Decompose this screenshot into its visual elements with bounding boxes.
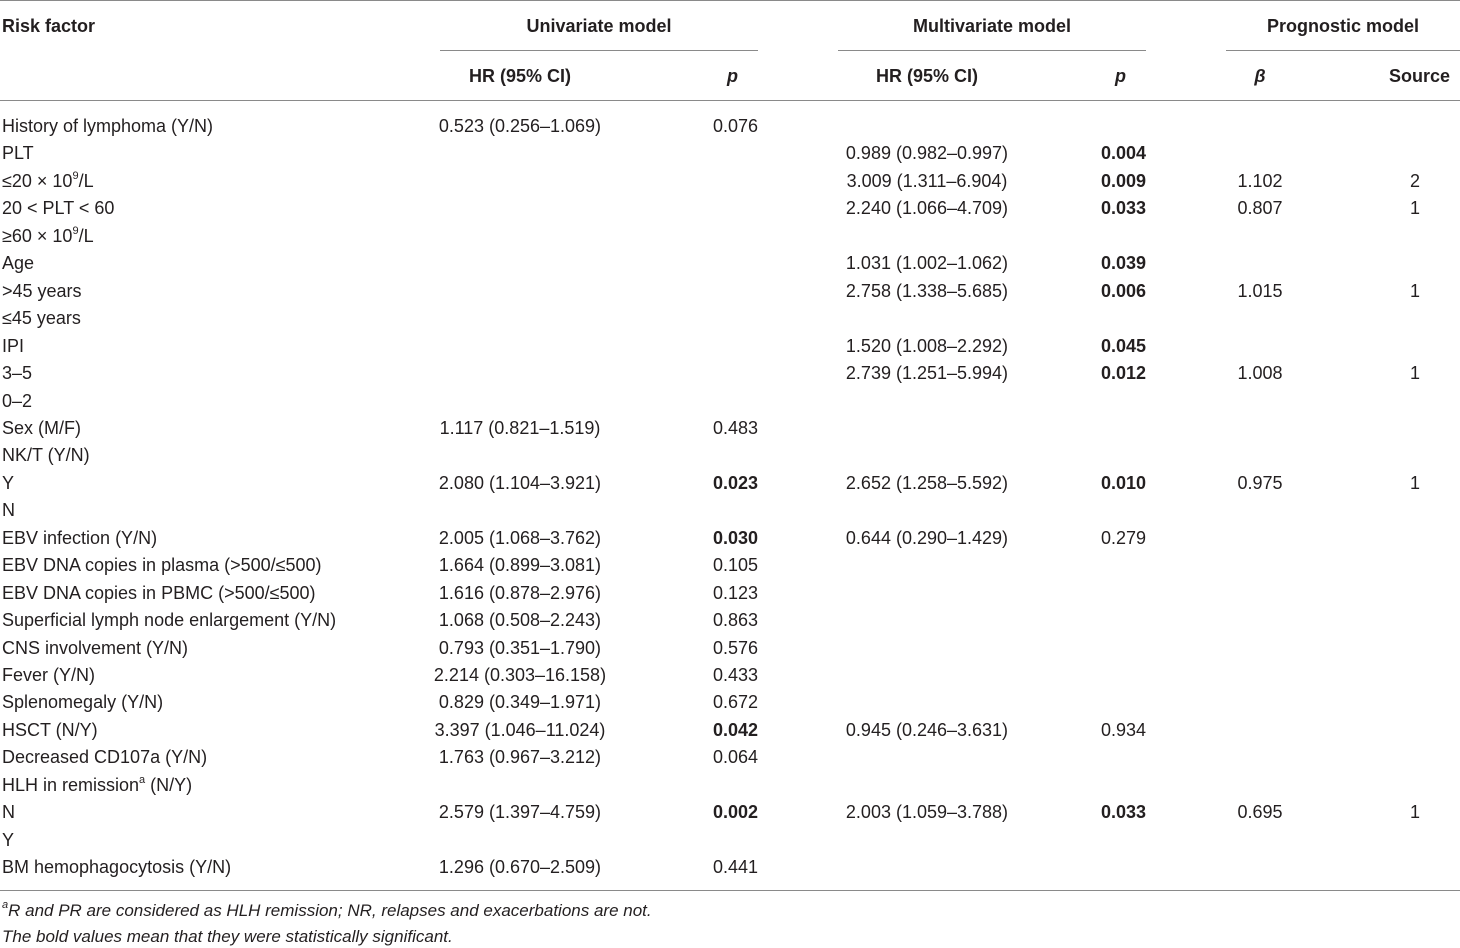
risk-factor-cell: EBV DNA copies in plasma (>500/≤500) [2, 555, 322, 575]
risk-factor-cell: Splenomegaly (Y/N) [2, 692, 164, 712]
risk-factor-cell: Y [2, 473, 15, 493]
multivariate-hr-cell: 2.739 (1.251–5.994) [845, 363, 1009, 383]
table-row [0, 472, 1460, 494]
footnote-a [2, 900, 652, 922]
multivariate-hr-cell: 2.003 (1.059–3.788) [845, 802, 1009, 822]
source-cell: 1 [1409, 281, 1420, 301]
multivariate-p-cell: 0.279 [1100, 528, 1146, 548]
univariate-p-cell: 0.483 [712, 418, 758, 438]
table-row [0, 142, 1460, 164]
beta-cell: 0.975 [1237, 473, 1283, 493]
source-cell: 1 [1409, 363, 1420, 383]
footnote-a-marker: a [2, 899, 9, 912]
risk-factor-cell: Fever (Y/N) [2, 665, 96, 685]
univariate-p-cell: 0.441 [712, 857, 758, 877]
table-row [0, 335, 1460, 357]
univariate-p-cell: 0.023 [712, 473, 758, 493]
risk-factor-cell: 20 < PLT < 60 [2, 198, 115, 218]
table-row [0, 582, 1460, 604]
table-row [0, 691, 1460, 713]
univariate-hr-cell: 1.068 (0.508–2.243) [438, 610, 602, 630]
multivariate-hr-cell: 3.009 (1.311–6.904) [846, 171, 1008, 191]
univariate-hr-cell: 0.829 (0.349–1.971) [438, 692, 602, 712]
univariate-p-cell: 0.672 [712, 692, 758, 712]
univariate-hr-cell: 0.523 (0.256–1.069) [438, 116, 602, 136]
multivariate-hr-cell: 1.520 (1.008–2.292) [845, 336, 1009, 356]
multivariate-p-cell: 0.033 [1100, 198, 1146, 218]
risk-factor-cell: 3–5 [2, 363, 33, 383]
table-row [0, 637, 1460, 659]
risk-factor-cell: $\le 20 \times 10^9/L$ [2, 170, 94, 191]
univariate-hr-cell: 2.080 (1.104–3.921) [438, 473, 602, 493]
header-source: Source [1388, 66, 1450, 86]
univariate-hr-cell: 1.616 (0.878–2.976) [438, 583, 602, 603]
risk-factor-cell: PLT [2, 143, 34, 163]
risk-factor-cell: EBV DNA copies in PBMC (>500/≤500) [2, 583, 316, 603]
table-row [0, 362, 1460, 384]
univariate-p-cell: 0.042 [712, 720, 758, 740]
risk-factor-cell: HLH in remission$^a$ (N/Y) [2, 774, 193, 795]
header-multivariate-p: p [1115, 66, 1126, 86]
table-row [0, 801, 1460, 823]
table-row [0, 829, 1460, 851]
risk-factor-cell: BM hemophagocytosis (Y/N) [2, 857, 232, 877]
beta-cell: 1.102 [1237, 171, 1283, 191]
univariate-p-cell: 0.863 [712, 610, 758, 630]
table-row [0, 197, 1460, 219]
univariate-hr-cell: 2.214 (0.303–16.158) [433, 665, 607, 685]
table-row [0, 609, 1460, 631]
table-row [0, 499, 1460, 521]
risk-factor-cell: N [2, 500, 15, 520]
header-bottom-rule [0, 100, 1460, 101]
table-bottom-rule [0, 890, 1460, 891]
univariate-hr-cell: 1.763 (0.967–3.212) [438, 747, 602, 767]
univariate-p-cell: 0.105 [712, 555, 758, 575]
risk-factor-cell: Superficial lymph node enlargement (Y/N) [2, 610, 337, 630]
univariate-hr-cell: 2.005 (1.068–3.762) [438, 528, 602, 548]
table-row [0, 527, 1460, 549]
risk-factor-cell: 0–2 [2, 391, 33, 411]
header-beta: β [1254, 66, 1266, 86]
univariate-p-cell: 0.002 [712, 802, 758, 822]
risk-factor-cell: NK/T (Y/N) [2, 445, 90, 465]
risk-factor-cell: ≤45 years [2, 308, 81, 328]
source-cell: 1 [1409, 198, 1420, 218]
footnote-a-text: R and PR are considered as HLH remission; NR, relapses and exacerbations are not. [8, 901, 652, 920]
header-univariate-hr: HR (95% CI) [468, 66, 571, 86]
risk-factor-cell: EBV infection (Y/N) [2, 528, 158, 548]
univariate-p-cell: 0.576 [712, 638, 758, 658]
table-row [0, 417, 1460, 439]
header-risk-factor: Risk factor [2, 16, 96, 36]
univariate-hr-cell: 1.117 (0.821–1.519) [439, 418, 601, 438]
multivariate-hr-cell: 0.989 (0.982–0.997) [845, 143, 1009, 163]
multivariate-p-cell: 0.009 [1100, 171, 1146, 191]
multivariate-p-cell: 0.045 [1100, 336, 1146, 356]
univariate-hr-cell: 1.296 (0.670–2.509) [438, 857, 602, 877]
table-row [0, 746, 1460, 768]
header-univariate-p: p [727, 66, 738, 86]
univariate-p-cell: 0.064 [712, 747, 758, 767]
beta-cell: 1.008 [1237, 363, 1283, 383]
risk-factor-cell: $\ge 60 \times 10^9/L$ [2, 225, 94, 246]
table-row [0, 774, 1460, 796]
multivariate-p-cell: 0.004 [1100, 143, 1146, 163]
univariate-p-cell: 0.433 [712, 665, 758, 685]
multivariate-p-cell: 0.039 [1100, 253, 1146, 273]
source-cell: 1 [1409, 802, 1420, 822]
univariate-p-cell: 0.030 [712, 528, 758, 548]
risk-factor-cell: IPI [2, 336, 25, 356]
univariate-hr-cell: 1.664 (0.899–3.081) [438, 555, 602, 575]
risk-factor-cell: Age [2, 253, 35, 273]
univariate-group-rule [440, 50, 758, 51]
header-multivariate-hr: HR (95% CI) [875, 66, 978, 86]
beta-cell: 0.695 [1237, 802, 1283, 822]
header-multivariate: Multivariate model [912, 16, 1072, 36]
table-row [0, 225, 1460, 247]
multivariate-p-cell: 0.012 [1100, 363, 1146, 383]
univariate-hr-cell: 2.579 (1.397–4.759) [438, 802, 602, 822]
univariate-hr-cell: 3.397 (1.046–11.024) [434, 720, 606, 740]
footnote-bold: The bold values mean that they were statistically significant. [2, 927, 453, 946]
univariate-hr-cell: 0.793 (0.351–1.790) [438, 638, 602, 658]
table-row [0, 280, 1460, 302]
risk-factor-cell: >45 years [2, 281, 82, 301]
table-row [0, 719, 1460, 741]
multivariate-p-cell: 0.033 [1100, 802, 1146, 822]
table-row [0, 252, 1460, 274]
multivariate-group-rule [838, 50, 1146, 51]
multivariate-p-cell: 0.006 [1100, 281, 1146, 301]
risk-factor-cell: Sex (M/F) [2, 418, 81, 438]
beta-cell: 0.807 [1237, 198, 1283, 218]
univariate-p-cell: 0.076 [712, 116, 758, 136]
multivariate-hr-cell: 2.652 (1.258–5.592) [845, 473, 1009, 493]
table-row [0, 390, 1460, 412]
risk-factor-cell: CNS involvement (Y/N) [2, 638, 189, 658]
risk-factor-cell: Decreased CD107a (Y/N) [2, 747, 208, 767]
table-row [0, 115, 1460, 137]
multivariate-p-cell: 0.010 [1100, 473, 1146, 493]
source-cell: 2 [1409, 171, 1420, 191]
risk-factor-cell: History of lymphoma (Y/N) [2, 116, 214, 136]
risk-factor-cell: HSCT (N/Y) [2, 720, 98, 740]
multivariate-hr-cell: 1.031 (1.002–1.062) [845, 253, 1009, 273]
table-row [0, 307, 1460, 329]
header-univariate: Univariate model [526, 16, 672, 36]
multivariate-hr-cell: 2.240 (1.066–4.709) [845, 198, 1009, 218]
beta-cell: 1.015 [1237, 281, 1283, 301]
univariate-p-cell: 0.123 [712, 583, 758, 603]
table-top-rule [0, 0, 1460, 1]
risk-factor-cell: N [2, 802, 15, 822]
multivariate-hr-cell: 2.758 (1.338–5.685) [845, 281, 1009, 301]
multivariate-hr-cell: 0.945 (0.246–3.631) [845, 720, 1009, 740]
table-row [0, 554, 1460, 576]
risk-factor-cell: Y [2, 830, 15, 850]
table-row [0, 170, 1460, 192]
source-cell: 1 [1409, 473, 1420, 493]
prognostic-group-rule [1226, 50, 1460, 51]
table-row [0, 444, 1460, 466]
header-prognostic: Prognostic model [1266, 16, 1419, 36]
table-row [0, 664, 1460, 686]
multivariate-hr-cell: 0.644 (0.290–1.429) [845, 528, 1009, 548]
multivariate-p-cell: 0.934 [1100, 720, 1146, 740]
table-row [0, 856, 1460, 878]
